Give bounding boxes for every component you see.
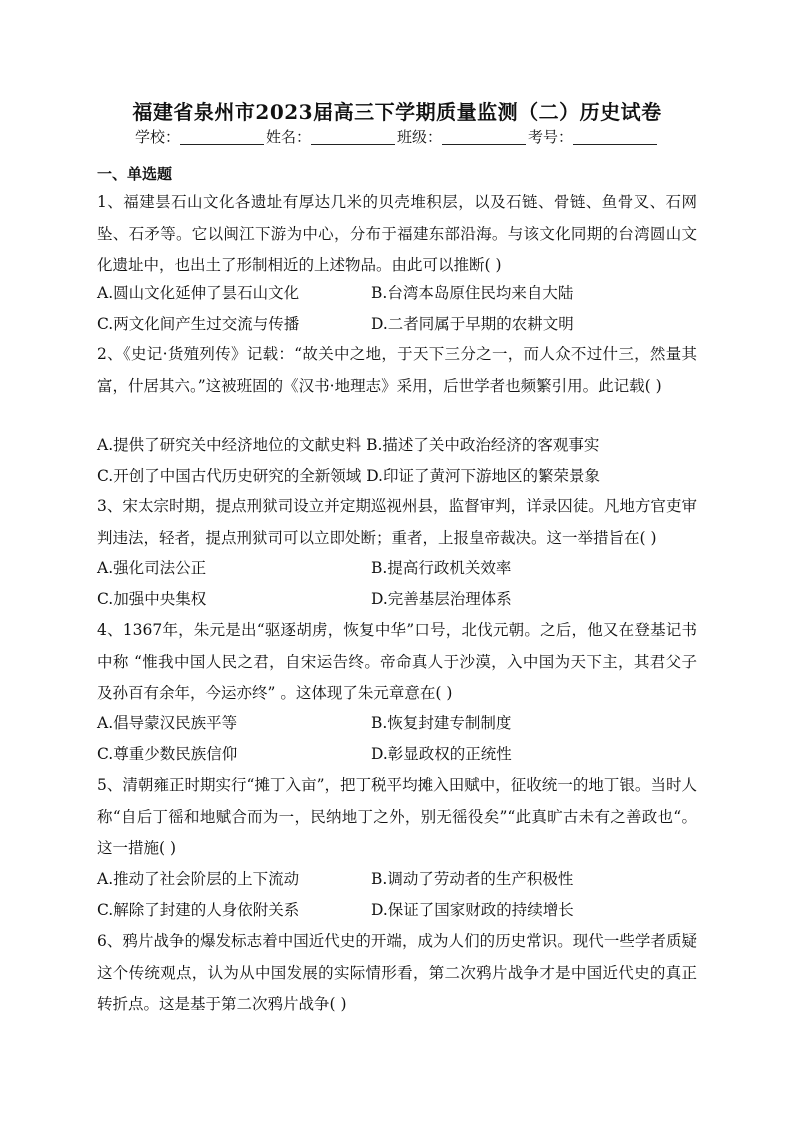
exam-number-blank[interactable] (573, 130, 657, 145)
option-a[interactable]: A.倡导蒙汉民族平等 (97, 714, 238, 732)
option-a[interactable]: A.圆山文化延伸了昙石山文化 (97, 284, 300, 302)
question-3-stem: 3、宋太宗时期，提点刑狱司设立并定期巡视州县，监督审判，详录囚徒。凡地方官吏审判违法，轻者，提点刑狱司可以立即处断；重者，上报皇帝裁决。这一举措旨在( ) (97, 497, 697, 547)
question-6-stem: 6、鸦片战争的爆发标志着中国近代史的开端，成为人们的历史常识。现代一些学者质疑这个传统观点，认为从中国发展的实际情形看，第二次鸦片战争才是中国近代史的真正转折点。这是基于第二次鸦片战争( ) (97, 932, 697, 1013)
question-1-options (97, 278, 697, 340)
question-2-stem: 2、《史记·货殖列传》记载：“故关中之地，于天下三分之一，而人众不过什三，然量其富，什居其六。”这被班固的《汉书·地理志》采用，后世学者也频繁引用。此记载( ) (97, 345, 697, 395)
option-d[interactable]: D.彰显政权的正统性 (371, 745, 512, 763)
option-b[interactable]: B.提高行政机关效率 (371, 559, 512, 577)
name-blank[interactable] (311, 130, 395, 145)
question-5-options (97, 864, 697, 926)
option-c[interactable]: C.两文化间产生过交流与传播 (97, 315, 300, 333)
option-b[interactable]: B.描述了关中政治经济的客观事实 (366, 436, 600, 454)
question-4-stem: 4、1367年，朱元是出“驱逐胡虏，恢复中华”口号，北伐元朝。之后，他又在登基记书中称 “惟我中国人民之君，自宋运告终。帝命真人于沙漠，入中国为天下主，其君父子及孙百有余年，今运亦终” 。这体现了朱元章意在( ) (97, 621, 697, 702)
question-3-options (97, 553, 697, 615)
exam-title: 福建省泉州市2023届高三下学期质量监测（二）历史试卷 (132, 100, 662, 124)
option-a[interactable]: A.强化司法公正 (97, 559, 207, 577)
option-b[interactable]: B.调动了劳动者的生产积极性 (371, 870, 574, 888)
option-c[interactable]: C.加强中央集权 (97, 590, 207, 608)
question-2-options (97, 430, 697, 492)
option-b[interactable]: B.恢复封建专制制度 (371, 714, 512, 732)
option-c[interactable]: C.解除了封建的人身依附关系 (97, 901, 300, 919)
question-4-options (97, 708, 697, 770)
class-label: 班级： (397, 128, 443, 146)
option-b[interactable]: B.台湾本岛原住民均来自大陆 (371, 284, 574, 302)
option-a[interactable]: A.提供了研究关中经济地位的文献史料 (97, 436, 362, 454)
section-heading: 一、单选题 (97, 165, 173, 183)
name-label: 姓名： (265, 128, 311, 146)
school-blank[interactable] (180, 130, 264, 145)
question-1-stem: 1、福建昙石山文化各遗址有厚达几米的贝壳堆积层，以及石链、骨链、鱼骨叉、石网坠、石矛等。它以闽江下游为中心，分布于福建东部沿海。与该文化同期的台湾圆山文化遗址中，也出土了形制相近的上述物品。由此可以推断( ) (97, 193, 697, 274)
option-a[interactable]: A.推动了社会阶层的上下流动 (97, 870, 300, 888)
question-5-stem: 5、清朝雍正时期实行“摊丁入亩”，把丁税平均摊入田赋中，征收统一的地丁银。当时人称“自后丁徭和地赋合而为一，民纳地丁之外，别无徭役矣”“此真旷古未有之善政也“。这一措施( ) (97, 776, 697, 857)
option-d[interactable]: D.完善基层治理体系 (371, 590, 512, 608)
option-c[interactable]: C.开创了中国古代历史研究的全新领域 (97, 467, 362, 485)
option-c[interactable]: C.尊重少数民族信仰 (97, 745, 238, 763)
option-d[interactable]: D.印证了黄河下游地区的繁荣景象 (366, 467, 600, 485)
student-info-line (0, 126, 794, 147)
class-blank[interactable] (442, 130, 526, 145)
school-label: 学校： (134, 128, 180, 146)
option-d[interactable]: D.二者同属于早期的农耕文明 (371, 315, 574, 333)
exam-number-label: 考号： (528, 128, 574, 146)
option-d[interactable]: D.保证了国家财政的持续增长 (371, 901, 574, 919)
